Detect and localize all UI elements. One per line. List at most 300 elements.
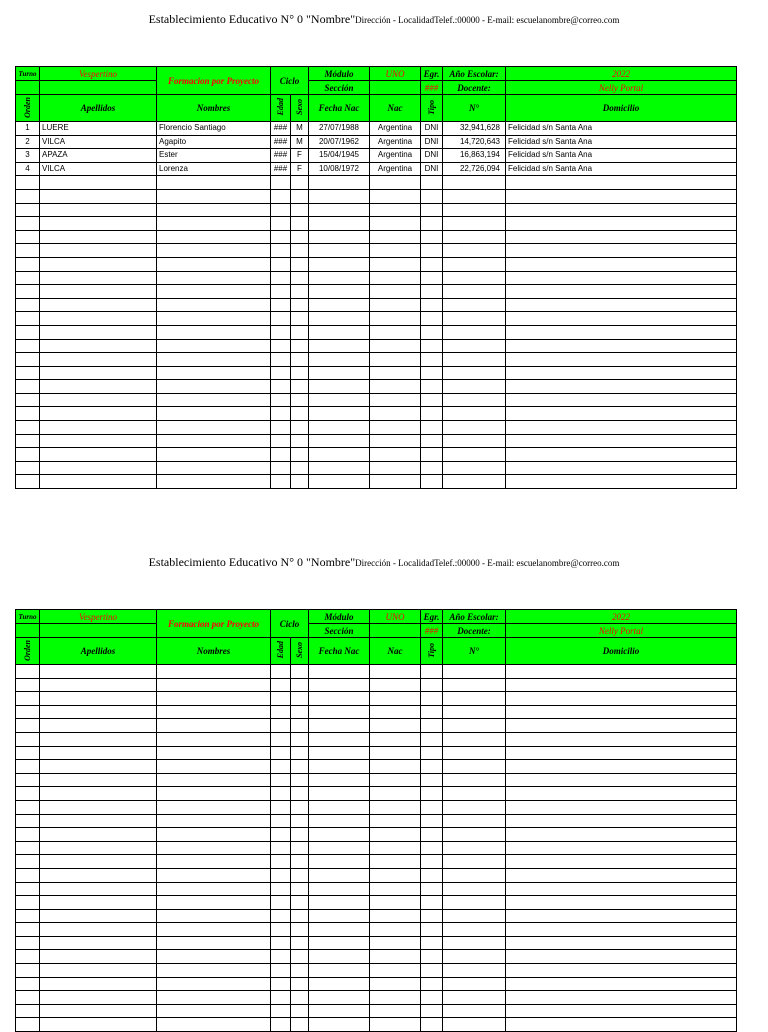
cell-nac <box>370 732 421 746</box>
cell-tipo <box>421 814 443 828</box>
cell-apellidos <box>40 421 157 435</box>
cell-nombres <box>157 828 271 842</box>
cell-fecha-nac <box>309 719 370 733</box>
cell-numero <box>443 257 506 271</box>
cell-fecha-nac <box>309 1004 370 1018</box>
col-header-domicilio: Domicilio <box>506 638 737 665</box>
col-header-numero: N° <box>443 95 506 122</box>
table-row <box>16 800 737 814</box>
cell-tipo <box>421 393 443 407</box>
cell-tipo <box>421 923 443 937</box>
table-row <box>16 692 737 706</box>
cell-orden <box>16 950 40 964</box>
cell-numero <box>443 909 506 923</box>
col-header-orden: Orden <box>16 638 40 665</box>
cell-domicilio <box>506 773 737 787</box>
cell-domicilio <box>506 339 737 353</box>
cell-fecha-nac <box>309 773 370 787</box>
cell-nombres <box>157 448 271 462</box>
cell-fecha-nac <box>309 991 370 1005</box>
cell-orden: 3 <box>16 149 40 163</box>
cell-apellidos <box>40 705 157 719</box>
cell-fecha-nac <box>309 692 370 706</box>
cell-orden <box>16 964 40 978</box>
cell-sexo <box>291 203 309 217</box>
cell-domicilio <box>506 868 737 882</box>
cell-nac <box>370 841 421 855</box>
cell-nombres <box>157 882 271 896</box>
cell-fecha-nac <box>309 896 370 910</box>
cell-domicilio <box>506 366 737 380</box>
cell-nac <box>370 325 421 339</box>
table-row <box>16 285 737 299</box>
cell-numero <box>443 407 506 421</box>
cell-nac <box>370 719 421 733</box>
cell-edad <box>271 257 291 271</box>
cell-edad: ### <box>271 149 291 163</box>
cell-orden <box>16 977 40 991</box>
cell-nac <box>370 339 421 353</box>
cell-orden <box>16 692 40 706</box>
cell-numero <box>443 828 506 842</box>
table-row <box>16 325 737 339</box>
table-row <box>16 244 737 258</box>
cell-tipo <box>421 217 443 231</box>
cell-numero <box>443 814 506 828</box>
cell-apellidos <box>40 787 157 801</box>
cell-orden <box>16 189 40 203</box>
cell-nombres <box>157 665 271 679</box>
cell-fecha-nac <box>309 461 370 475</box>
cell-edad <box>271 339 291 353</box>
col-header-fecha-nac: Fecha Nac <box>309 638 370 665</box>
cell-nac <box>370 760 421 774</box>
cell-nombres <box>157 896 271 910</box>
col-header-tipo: Tipo <box>421 95 443 122</box>
table-row <box>16 950 737 964</box>
cell-numero <box>443 244 506 258</box>
cell-numero <box>443 434 506 448</box>
empty-cell <box>40 81 157 95</box>
cell-fecha-nac <box>309 176 370 190</box>
cell-apellidos <box>40 475 157 489</box>
cell-nac <box>370 773 421 787</box>
cell-fecha-nac <box>309 909 370 923</box>
cell-orden <box>16 936 40 950</box>
cell-orden <box>16 434 40 448</box>
cell-sexo: F <box>291 149 309 163</box>
cell-tipo <box>421 475 443 489</box>
cell-tipo <box>421 285 443 299</box>
table-row <box>16 855 737 869</box>
col-header-tipo: Tipo <box>421 638 443 665</box>
cell-nombres <box>157 189 271 203</box>
cell-apellidos <box>40 665 157 679</box>
docente-value: Nelly Portal <box>506 624 737 638</box>
cell-sexo <box>291 271 309 285</box>
cell-tipo <box>421 936 443 950</box>
cell-domicilio <box>506 217 737 231</box>
cell-domicilio <box>506 475 737 489</box>
cell-sexo <box>291 312 309 326</box>
table-row <box>16 217 737 231</box>
cell-orden <box>16 1018 40 1032</box>
cell-edad <box>271 719 291 733</box>
cell-sexo <box>291 678 309 692</box>
cell-domicilio <box>506 991 737 1005</box>
cell-tipo <box>421 773 443 787</box>
cell-apellidos <box>40 896 157 910</box>
cell-tipo <box>421 421 443 435</box>
cell-sexo <box>291 475 309 489</box>
cell-tipo <box>421 325 443 339</box>
cell-orden <box>16 230 40 244</box>
cell-domicilio: Felicidad s/n Santa Ana <box>506 135 737 149</box>
cell-sexo <box>291 800 309 814</box>
cell-apellidos <box>40 773 157 787</box>
cell-nac <box>370 176 421 190</box>
cell-nombres <box>157 678 271 692</box>
cell-fecha-nac <box>309 923 370 937</box>
cell-edad <box>271 285 291 299</box>
col-header-nombres: Nombres <box>157 638 271 665</box>
cell-numero <box>443 977 506 991</box>
cell-fecha-nac <box>309 448 370 462</box>
cell-orden <box>16 421 40 435</box>
col-header-apellidos: Apellidos <box>40 95 157 122</box>
cell-domicilio <box>506 461 737 475</box>
cell-tipo <box>421 665 443 679</box>
cell-fecha-nac: 10/08/1972 <box>309 162 370 176</box>
cell-sexo <box>291 380 309 394</box>
cell-fecha-nac <box>309 936 370 950</box>
cell-apellidos <box>40 977 157 991</box>
cell-tipo <box>421 353 443 367</box>
cell-fecha-nac <box>309 298 370 312</box>
cell-sexo <box>291 841 309 855</box>
cell-tipo <box>421 828 443 842</box>
cell-orden <box>16 719 40 733</box>
cell-orden <box>16 760 40 774</box>
cell-sexo <box>291 407 309 421</box>
cell-fecha-nac: 27/07/1988 <box>309 122 370 136</box>
title-contact: Dirección - LocalidadTelef.:00000 - E-mail: escuelanombre@correo.com <box>355 558 620 568</box>
cell-tipo <box>421 203 443 217</box>
cell-apellidos: VILCA <box>40 135 157 149</box>
table-row <box>16 841 737 855</box>
cell-fecha-nac <box>309 1018 370 1032</box>
cell-orden <box>16 909 40 923</box>
cell-nombres <box>157 909 271 923</box>
cell-nac <box>370 692 421 706</box>
cell-fecha-nac <box>309 705 370 719</box>
cell-nombres <box>157 923 271 937</box>
table-row <box>16 991 737 1005</box>
cell-apellidos <box>40 760 157 774</box>
cell-fecha-nac <box>309 475 370 489</box>
cell-domicilio <box>506 176 737 190</box>
cell-tipo <box>421 841 443 855</box>
cell-sexo <box>291 421 309 435</box>
cell-numero <box>443 964 506 978</box>
cell-nombres: Agapito <box>157 135 271 149</box>
cell-fecha-nac <box>309 665 370 679</box>
cell-tipo <box>421 257 443 271</box>
cell-orden <box>16 732 40 746</box>
cell-numero <box>443 421 506 435</box>
cell-fecha-nac: 20/07/1962 <box>309 135 370 149</box>
cell-edad <box>271 896 291 910</box>
anio-label: Año Escolar: <box>443 67 506 81</box>
col-header-domicilio: Domicilio <box>506 95 737 122</box>
table-row <box>16 380 737 394</box>
cell-apellidos <box>40 176 157 190</box>
table-row <box>16 787 737 801</box>
cell-fecha-nac <box>309 964 370 978</box>
cell-domicilio <box>506 257 737 271</box>
cell-apellidos <box>40 882 157 896</box>
cell-nombres <box>157 773 271 787</box>
cell-orden <box>16 746 40 760</box>
cell-numero <box>443 230 506 244</box>
cell-nac <box>370 800 421 814</box>
cell-tipo: DNI <box>421 162 443 176</box>
cell-sexo <box>291 665 309 679</box>
table-row <box>16 964 737 978</box>
cell-domicilio <box>506 678 737 692</box>
cell-fecha-nac <box>309 244 370 258</box>
cell-fecha-nac <box>309 950 370 964</box>
cell-edad: ### <box>271 135 291 149</box>
cell-domicilio <box>506 787 737 801</box>
table-row <box>16 122 737 136</box>
cell-fecha-nac <box>309 393 370 407</box>
cell-nombres <box>157 257 271 271</box>
cell-nombres: Ester <box>157 149 271 163</box>
table-row <box>16 203 737 217</box>
cell-nombres: Lorenza <box>157 162 271 176</box>
cell-nac <box>370 230 421 244</box>
cell-apellidos <box>40 325 157 339</box>
cell-sexo <box>291 964 309 978</box>
cell-nac: Argentina <box>370 149 421 163</box>
cell-domicilio <box>506 244 737 258</box>
cell-apellidos <box>40 855 157 869</box>
cell-fecha-nac <box>309 841 370 855</box>
cell-nombres <box>157 380 271 394</box>
cell-apellidos <box>40 257 157 271</box>
cell-fecha-nac <box>309 814 370 828</box>
cell-nombres <box>157 800 271 814</box>
cell-edad <box>271 393 291 407</box>
cell-numero <box>443 882 506 896</box>
cell-apellidos <box>40 434 157 448</box>
cell-edad: ### <box>271 162 291 176</box>
cell-nombres <box>157 977 271 991</box>
cell-domicilio <box>506 189 737 203</box>
cell-numero <box>443 732 506 746</box>
table-row <box>16 312 737 326</box>
table-row <box>16 923 737 937</box>
ciclo-label: Ciclo <box>271 610 309 638</box>
cell-nac <box>370 896 421 910</box>
cell-fecha-nac <box>309 434 370 448</box>
seccion-label: Sección <box>309 81 370 95</box>
table-row <box>16 135 737 149</box>
table-row <box>16 271 737 285</box>
anio-value: 2022 <box>506 610 737 624</box>
cell-nac <box>370 950 421 964</box>
cell-sexo <box>291 814 309 828</box>
table-row <box>16 149 737 163</box>
cell-tipo <box>421 230 443 244</box>
cell-tipo <box>421 719 443 733</box>
cell-sexo <box>291 977 309 991</box>
cell-nombres <box>157 475 271 489</box>
cell-apellidos <box>40 407 157 421</box>
cell-nombres <box>157 841 271 855</box>
modulo-value: UNO <box>370 67 421 81</box>
cell-domicilio <box>506 692 737 706</box>
cell-nombres <box>157 1004 271 1018</box>
cell-sexo <box>291 325 309 339</box>
cell-edad <box>271 271 291 285</box>
cell-apellidos <box>40 909 157 923</box>
title-contact: Dirección - LocalidadTelef.:00000 - E-mail: escuelanombre@correo.com <box>355 15 620 25</box>
cell-tipo <box>421 407 443 421</box>
cell-domicilio <box>506 977 737 991</box>
cell-domicilio <box>506 448 737 462</box>
cell-orden <box>16 896 40 910</box>
table-row <box>16 773 737 787</box>
table-row <box>16 828 737 842</box>
cell-sexo <box>291 705 309 719</box>
cell-tipo <box>421 692 443 706</box>
cell-tipo: DNI <box>421 149 443 163</box>
table-row <box>16 814 737 828</box>
cell-fecha-nac <box>309 189 370 203</box>
cell-nac <box>370 421 421 435</box>
cell-numero <box>443 896 506 910</box>
table-row <box>16 434 737 448</box>
cell-fecha-nac <box>309 855 370 869</box>
table-row <box>16 176 737 190</box>
cell-tipo <box>421 746 443 760</box>
cell-apellidos <box>40 244 157 258</box>
cell-nombres <box>157 244 271 258</box>
cell-nombres <box>157 814 271 828</box>
cell-edad <box>271 814 291 828</box>
cell-domicilio <box>506 203 737 217</box>
table-row <box>16 298 737 312</box>
cell-fecha-nac <box>309 977 370 991</box>
cell-edad <box>271 773 291 787</box>
table-row <box>16 705 737 719</box>
cell-nac <box>370 828 421 842</box>
cell-domicilio <box>506 393 737 407</box>
cell-fecha-nac <box>309 678 370 692</box>
cell-numero <box>443 271 506 285</box>
cell-nombres <box>157 855 271 869</box>
table-row <box>16 678 737 692</box>
cell-edad <box>271 950 291 964</box>
cell-apellidos: APAZA <box>40 149 157 163</box>
cell-orden <box>16 285 40 299</box>
cell-sexo <box>291 760 309 774</box>
table-row <box>16 868 737 882</box>
cell-tipo <box>421 991 443 1005</box>
cell-numero <box>443 855 506 869</box>
cell-apellidos <box>40 991 157 1005</box>
cell-edad <box>271 189 291 203</box>
cell-nombres <box>157 705 271 719</box>
cell-nac <box>370 909 421 923</box>
cell-domicilio <box>506 760 737 774</box>
cell-apellidos <box>40 217 157 231</box>
cell-apellidos <box>40 189 157 203</box>
table-row <box>16 421 737 435</box>
cell-numero <box>443 787 506 801</box>
cell-edad <box>271 882 291 896</box>
cell-tipo <box>421 882 443 896</box>
cell-nombres <box>157 719 271 733</box>
cell-numero <box>443 393 506 407</box>
cell-numero <box>443 991 506 1005</box>
cell-nombres <box>157 950 271 964</box>
cell-domicilio <box>506 923 737 937</box>
cell-edad <box>271 1018 291 1032</box>
turno-value: Vespertino <box>40 610 157 624</box>
cell-orden <box>16 773 40 787</box>
table-row <box>16 162 737 176</box>
cell-numero <box>443 203 506 217</box>
cell-sexo <box>291 176 309 190</box>
cell-tipo <box>421 787 443 801</box>
cell-edad <box>271 217 291 231</box>
egr-label: Egr. <box>421 610 443 624</box>
cell-nac <box>370 868 421 882</box>
cell-apellidos <box>40 828 157 842</box>
cell-sexo <box>291 285 309 299</box>
cell-tipo <box>421 868 443 882</box>
table-row <box>16 1004 737 1018</box>
cell-domicilio <box>506 325 737 339</box>
cell-tipo: DNI <box>421 135 443 149</box>
cell-nombres <box>157 353 271 367</box>
cell-numero <box>443 339 506 353</box>
cell-apellidos <box>40 380 157 394</box>
cell-orden <box>16 868 40 882</box>
cell-orden <box>16 991 40 1005</box>
cell-nombres <box>157 746 271 760</box>
cell-orden: 4 <box>16 162 40 176</box>
cell-fecha-nac <box>309 760 370 774</box>
cell-nac <box>370 298 421 312</box>
cell-edad <box>271 936 291 950</box>
cell-numero <box>443 298 506 312</box>
cell-tipo <box>421 732 443 746</box>
cell-numero <box>443 719 506 733</box>
cell-edad <box>271 732 291 746</box>
cell-numero <box>443 176 506 190</box>
cell-edad <box>271 868 291 882</box>
cell-sexo <box>291 909 309 923</box>
cell-apellidos <box>40 366 157 380</box>
cell-nac <box>370 991 421 1005</box>
cell-edad <box>271 448 291 462</box>
cell-orden <box>16 705 40 719</box>
student-table <box>15 66 737 489</box>
